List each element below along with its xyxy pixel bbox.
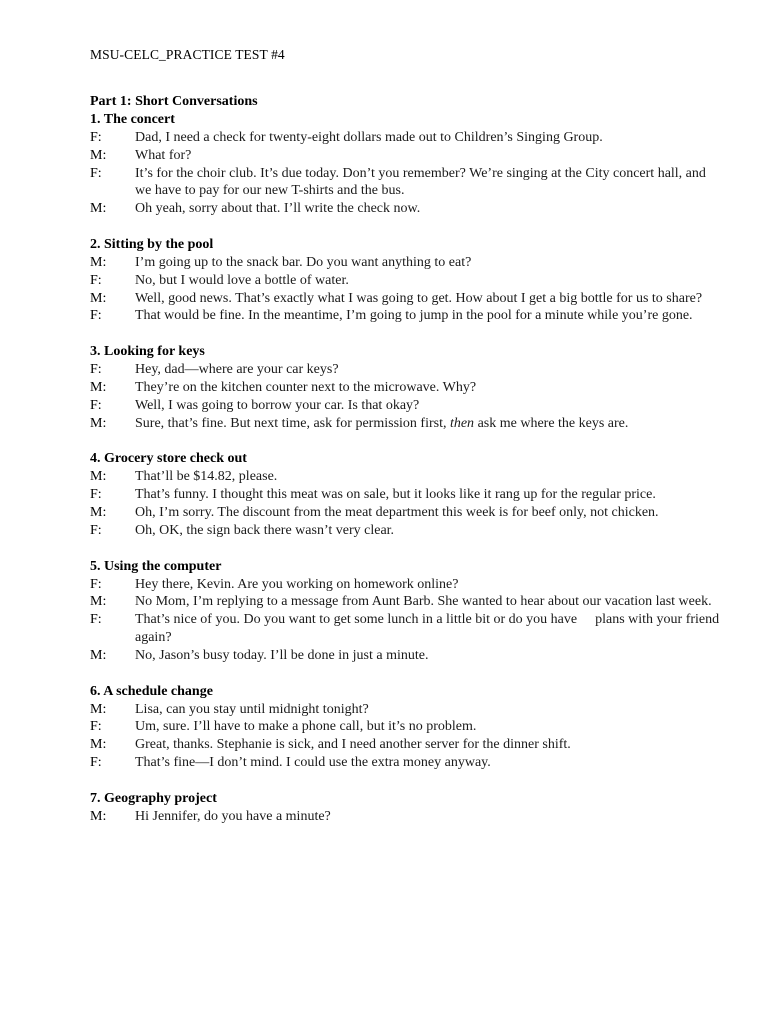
dialogue-line [90,147,720,165]
speaker-label: F: [90,165,102,181]
utterance-segment: Dad, I need a check for twenty-eight dollars made out to Children’s Singing Group. [135,130,603,145]
utterance-text [135,129,720,147]
document-body [90,93,720,844]
utterance-text [135,611,720,647]
speaker-label: M: [90,701,107,717]
utterance-text [135,736,720,754]
utterance-text [135,415,720,433]
utterance-text [135,361,720,379]
conversation-section [90,683,720,772]
speaker-label: M: [90,647,107,663]
dialogue-line [90,397,720,415]
utterance-text [135,486,720,504]
utterance-text [135,808,720,826]
speaker-label: F: [90,612,102,628]
utterance-text [135,593,720,611]
utterance-segment: ask me where the keys are. [474,415,629,431]
utterance-text [135,468,720,486]
speaker-label: F: [90,272,102,288]
utterance-text [135,272,720,290]
dialogue-line [90,200,720,218]
speaker-label: F: [90,576,102,592]
speaker-label: M: [90,201,107,217]
dialogue-line [90,415,720,433]
utterance-segment: They’re on the kitchen counter next to the microwave. Why? [135,379,477,395]
speaker-label: M: [90,147,107,163]
dialogue-line [90,754,720,772]
utterance-segment: Sure, that’s fine. But next time, ask for permission first, [135,415,450,431]
utterance-segment: No Mom, I’m replying to a message from Aunt Barb. She wanted to hear about our vacation last week. [135,594,712,610]
utterance-text [135,701,720,719]
speaker-label: M: [90,594,107,610]
utterance-text [135,307,720,325]
utterance-segment: Well, good news. That’s exactly what I was going to get. How about I get a big bottle for us to share? [135,290,703,306]
section-title: 3. Looking for keys [90,344,205,360]
utterance-segment: Hi Jennifer, do you have a minute? [135,808,331,824]
utterance-text [135,718,720,736]
utterance-segment: Lisa, can you stay until midnight tonight? [135,701,369,717]
utterance-segment: That’ll be $14.82, please. [135,469,278,485]
conversation-section [90,450,720,539]
speaker-label: F: [90,754,102,770]
utterance-text [135,647,720,665]
speaker-label: F: [90,362,102,378]
speaker-label: M: [90,379,107,395]
dialogue-line [90,736,720,754]
speaker-label: F: [90,522,102,538]
conversation-section [90,343,720,432]
dialogue-line [90,522,720,540]
utterance-segment: That’s fine—I don’t mind. I could use the extra money anyway. [135,754,491,770]
dialogue-line [90,611,720,647]
section-title: 7. Geography project [90,790,217,806]
part-title: Part 1: Short Conversations [90,94,258,109]
conversation-section [90,790,720,826]
section-title: 4. Grocery store check out [90,451,247,467]
dialogue-line [90,290,720,308]
speaker-label: M: [90,469,107,485]
utterance-segment: Great, thanks. Stephanie is sick, and I need another server for the dinner shift. [135,737,571,753]
conversation-section [90,558,720,665]
speaker-label: M: [90,808,107,824]
emphasis-text: then [449,415,475,431]
utterance-text [135,754,720,772]
speaker-label: M: [90,504,107,520]
speaker-label: M: [90,290,107,306]
utterance-segment: What for? [135,147,192,163]
dialogue-line [90,593,720,611]
utterance-segment: Hey, dad—where are your car keys? [135,362,339,378]
conversation-section [90,236,720,325]
utterance-segment: I’m going up to the snack bar. Do you want anything to eat? [135,254,472,270]
dialogue-line [90,701,720,719]
dialogue-line [90,576,720,594]
utterance-segment: Hey there, Kevin. Are you working on homework online? [135,576,459,592]
utterance-text [135,522,720,540]
document-header: MSU-CELC_PRACTICE TEST #4 [90,47,285,62]
dialogue-line [90,254,720,272]
utterance-segment: Well, I was going to borrow your car. Is that okay? [135,397,420,413]
utterance-text [135,504,720,522]
utterance-text [135,290,720,308]
utterance-text [135,254,720,272]
conversation-section [90,111,720,218]
utterance-segment: That’s funny. I thought this meat was on sale, but it looks like it rang up for the regular price. [135,487,656,503]
utterance-segment: That’s nice of you. Do you want to get some lunch in a little bit or do you have [135,612,578,628]
section-title: 2. Sitting by the pool [90,236,214,252]
speaker-label: F: [90,719,102,735]
utterance-text [135,379,720,397]
conversation-sections [90,111,720,826]
section-title: 5. Using the computer [90,558,222,574]
speaker-label: M: [90,254,107,270]
utterance-segment: Um, sure. I’ll have to make a phone call, but it’s no problem. [135,719,477,735]
utterance-segment: Oh, OK, the sign back there wasn’t very clear. [135,522,395,538]
dialogue-line [90,307,720,325]
speaker-label: F: [90,308,102,324]
utterance-text [135,576,720,594]
utterance-segment: plans with your friend again? [135,612,720,645]
speaker-label: M: [90,737,107,753]
utterance-segment: No, but I would love a bottle of water. [135,272,349,288]
speaker-label: F: [90,487,102,503]
dialogue-line [90,129,720,147]
speaker-label: F: [90,397,102,413]
utterance-segment: That would be fine. In the meantime, I’m going to jump in the pool for a minute while you’re gone. [135,308,693,324]
dialogue-line [90,165,720,201]
dialogue-line [90,486,720,504]
dialogue-line [90,808,720,826]
dialogue-line [90,647,720,665]
dialogue-line [90,379,720,397]
utterance-segment: No, Jason’s busy today. I’ll be done in just a minute. [135,647,429,663]
utterance-segment: It’s for the choir club. It’s due today. Don’t you remember? We’re singing at the City concert hall, and we have to pay for our new T-shirts and the bus. [135,165,706,199]
section-title: 6. A schedule change [90,683,213,699]
dialogue-line [90,718,720,736]
utterance-text [135,165,720,201]
utterance-text [135,147,720,165]
utterance-segment: Oh, I’m sorry. The discount from the meat department this week is for beef only, not chicken. [135,504,659,520]
dialogue-line [90,504,720,522]
dialogue-line [90,272,720,290]
speaker-label: M: [90,415,107,431]
dialogue-line [90,361,720,379]
utterance-text [135,397,720,415]
speaker-label: F: [90,130,102,145]
dialogue-line [90,468,720,486]
section-title: 1. The concert [90,112,175,127]
utterance-segment: Oh yeah, sorry about that. I’ll write the check now. [135,201,421,217]
utterance-text [135,200,720,218]
